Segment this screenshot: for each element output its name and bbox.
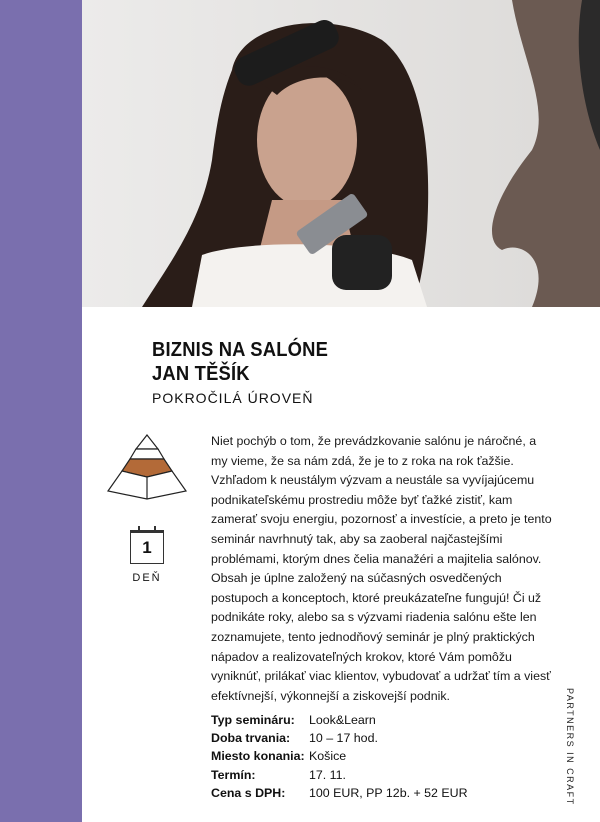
seminar-title bbox=[152, 338, 328, 386]
info-row-type bbox=[211, 711, 468, 729]
title-line-2: JAN TĚŠÍK bbox=[152, 363, 250, 385]
info-row-date bbox=[211, 766, 468, 784]
left-color-band bbox=[0, 0, 82, 822]
info-label: Doba trvania: bbox=[211, 731, 291, 746]
brand-vertical-text: PARTNERS IN CRAFT bbox=[565, 688, 575, 806]
info-row-location bbox=[211, 747, 468, 765]
level-label: POKROČILÁ ÚROVEŇ bbox=[152, 390, 314, 406]
info-value: 100 EUR, PP 12b. + 52 EUR bbox=[309, 785, 468, 800]
info-label: Typ semináru: bbox=[211, 713, 295, 727]
info-value: Košice bbox=[309, 749, 347, 764]
info-row-price bbox=[211, 784, 468, 802]
day-label: DEŇ bbox=[132, 572, 162, 584]
title-line-1: BIZNIS NA SALÓNE bbox=[152, 339, 329, 361]
calendar-icon: 1 bbox=[130, 530, 164, 564]
info-value: Look&Learn bbox=[309, 713, 376, 727]
hero-photo bbox=[82, 0, 600, 307]
info-label: Cena s DPH: bbox=[211, 785, 286, 800]
description-text: Niet pochýb o tom, že prevádzkovanie salónu je náročné, a my vieme, že sa nám zdá, že je to z roka na rok ťažšie. Vzhľadom k neustálym výzvam a neustále sa vyvíjajúcemu podnikateľskému prostrediu môže byť ťažké zistiť, kam zamerať svoju energiu, pozornosť a investície, a preto je tento seminár navrhnutý tak, aby sa zaoberal najčastejšími problémami, ktorým dnes čelia manažéri a majitelia salónov. Obsah je úplne založený na súčasných osvedčených postupoch a konceptoch, ktoré preukázateľne fungujú! Či už podnikáte roky, alebo sa s výzvami riadenia salónu ešte len zoznamujete, tento jednodňový seminár je plný praktických nápadov a realizovateľných krokov, ktoré Vám pomôžu vyniknúť, prilákať viac klientov, vybudovať a udržať tím a viesť efektívnejší, výkonnejší a ziskovejší podnik. bbox=[211, 434, 552, 703]
info-value: 17. 11. bbox=[309, 767, 346, 782]
info-value: 10 – 17 hod. bbox=[309, 731, 378, 746]
info-table bbox=[211, 711, 468, 802]
info-label: Termín: bbox=[211, 767, 256, 782]
pyramid-icon bbox=[106, 433, 188, 506]
info-label: Miesto konania: bbox=[211, 749, 305, 764]
info-row-duration bbox=[211, 729, 468, 747]
